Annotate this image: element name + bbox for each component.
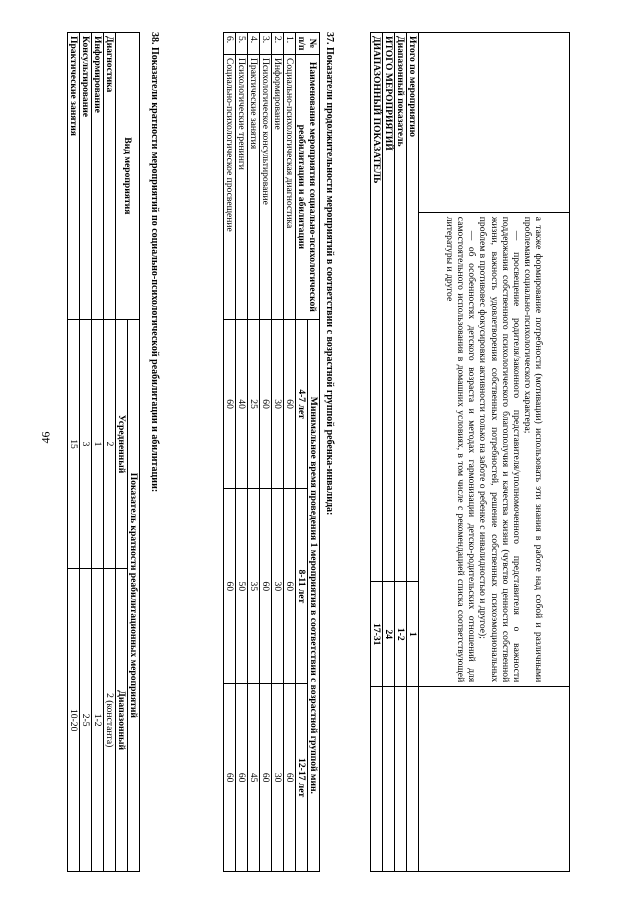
row-value: 45 <box>247 684 259 872</box>
row-average: 15 <box>67 319 79 569</box>
section-37-title: 37. Показатели продолжительности мероприятий в соответствии с возрастной группой ребенка-инвалида: <box>324 32 335 516</box>
header-average: Усредненный <box>115 319 127 569</box>
row-name: Информирование <box>91 33 103 320</box>
row-label: ИТОГО МЕРОПРИЯТИЙ <box>382 33 394 582</box>
table-row <box>271 33 283 872</box>
header-number: № п/п <box>295 33 319 55</box>
continuation-table <box>370 32 570 872</box>
page-number: 46 <box>38 431 53 444</box>
rotated-page-content <box>50 32 570 872</box>
row-value: 1 <box>406 582 418 687</box>
table-row <box>247 33 259 872</box>
row-value: 60 <box>283 489 295 684</box>
row-label: Итого по мероприятию <box>406 33 418 582</box>
frequency-table <box>67 32 140 872</box>
row-value: 60 <box>259 684 271 872</box>
row-name: Социально-психологическое просвещение <box>223 54 235 319</box>
header-range: Диапазонный <box>115 569 127 872</box>
table-row <box>223 33 235 872</box>
header-group: Показатель кратности реабилитационных мероприятий <box>127 319 139 871</box>
paragraph: — просвещение родителя/законного представителя/уполномоченного представителя о важности поддержания собственного психологического благополучия и качества жизни (чувство ценности собственной жизни, важность удовлетворения собственных потребностей, решение собственных психоэмоциональных проблем в противовес фокусировки активности только на заботе о ребенке с инвалидностью и другое); <box>477 216 522 683</box>
paragraph: а также формирование потребности (мотивации) использовать эти знания в работе над собой и различными проблемами социально-психологического характера; <box>521 216 544 683</box>
row-name: Психологическое консультирование <box>259 54 271 319</box>
row-value: 25 <box>247 319 259 489</box>
row-value: 60 <box>223 684 235 872</box>
header-age: 12-17 лет <box>295 684 307 872</box>
row-name: Диагностика <box>103 33 115 320</box>
table-row <box>103 33 115 872</box>
row-name: Практические занятия <box>67 33 79 320</box>
row-value: 60 <box>235 684 247 872</box>
row-number: 5. <box>235 33 247 55</box>
row-name: Информирование <box>271 54 283 319</box>
row-average: 1 <box>91 319 103 569</box>
header-name: Наименование мероприятия социально-психологической реабилитации и абилитации <box>295 54 319 319</box>
row-value: 17-31 <box>370 582 382 687</box>
row-value: 30 <box>271 489 283 684</box>
row-value: 60 <box>259 319 271 489</box>
row-name: Социально-психологическая диагностика <box>283 54 295 319</box>
row-label: Диапазонный показатель <box>394 33 406 582</box>
row-number: 1. <box>283 33 295 55</box>
total-row <box>370 33 382 872</box>
row-number: 6. <box>223 33 235 55</box>
row-value: 60 <box>283 319 295 489</box>
row-name: Консультирование <box>79 33 91 320</box>
row-average: 2 <box>103 319 115 569</box>
row-number: 2. <box>271 33 283 55</box>
table-row <box>79 33 91 872</box>
row-number: 4. <box>247 33 259 55</box>
row-value: 30 <box>271 684 283 872</box>
row-value: 60 <box>223 489 235 684</box>
row-value: 60 <box>283 684 295 872</box>
row-value: 60 <box>259 489 271 684</box>
row-value: 60 <box>223 319 235 489</box>
duration-table <box>223 32 320 872</box>
row-value: 50 <box>235 489 247 684</box>
table-row <box>259 33 271 872</box>
table-row <box>67 33 79 872</box>
row-name: Психологические тренинги <box>235 54 247 319</box>
row-value: 40 <box>235 319 247 489</box>
row-label: ДИАПАЗОННЫЙ ПОКАЗАТЕЛЬ <box>370 33 382 582</box>
row-name: Практические занятия <box>247 54 259 319</box>
row-range: 10-20 <box>67 569 79 872</box>
row-number: 3. <box>259 33 271 55</box>
row-range: 1-2 <box>91 569 103 872</box>
section-38-title: 38. Показатели кратности мероприятий по социально-психологической реабилитации и абилитации: <box>149 32 160 493</box>
header-min-time: Минимальное время проведения 1 мероприятия в соответствии с возрастной группой мин. <box>307 319 319 871</box>
row-value: 24 <box>382 582 394 687</box>
table-row <box>91 33 103 872</box>
total-row <box>382 33 394 872</box>
row-range: 2 (константа) <box>103 569 115 872</box>
description-cell <box>419 212 570 686</box>
table-row <box>235 33 247 872</box>
row-average: 3 <box>79 319 91 569</box>
row-value: 30 <box>271 319 283 489</box>
header-kind: Вид мероприятия <box>115 33 139 320</box>
paragraph: — об особенностях детского возраста и методах гармонизации детско-родительских отношений для самостоятельного использования в домашних условиях, в том числе с рекомендацией списка соответствующей литературы и другое <box>444 216 478 683</box>
table-row <box>283 33 295 872</box>
total-row <box>406 33 418 872</box>
row-range: 2-5 <box>79 569 91 872</box>
description-row <box>419 33 570 872</box>
header-age: 4-7 лет <box>295 319 307 489</box>
row-value: 1-2 <box>394 582 406 687</box>
header-age: 8-11 лет <box>295 489 307 684</box>
total-row <box>394 33 406 872</box>
row-value: 35 <box>247 489 259 684</box>
